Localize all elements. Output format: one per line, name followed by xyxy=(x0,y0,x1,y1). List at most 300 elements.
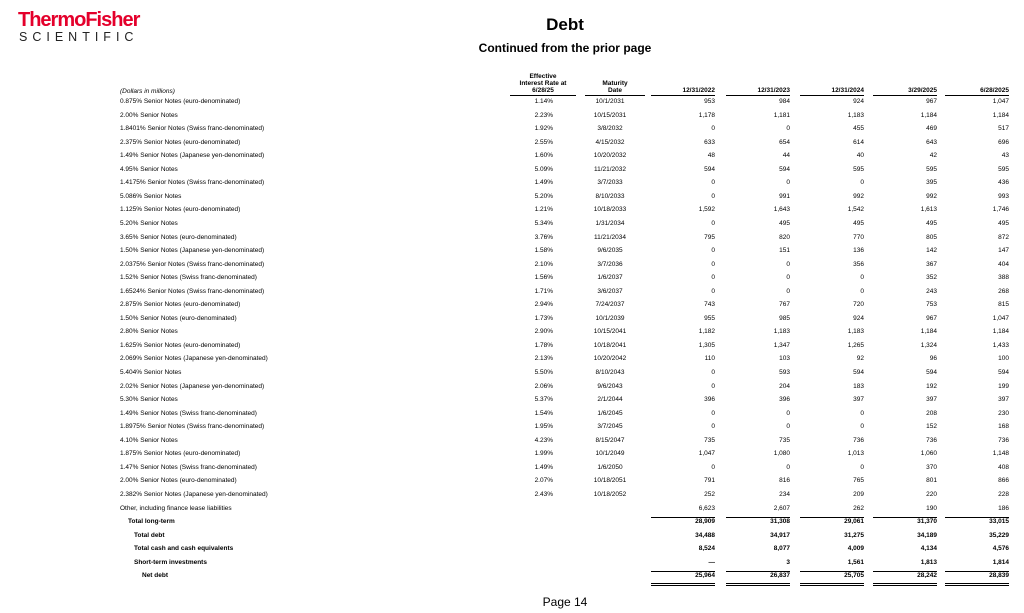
total-label: Net debt xyxy=(142,572,168,580)
total-label: Total long-term xyxy=(128,518,175,526)
row-maturity-date: 1/6/2045 xyxy=(597,409,623,417)
row-value: 495 xyxy=(853,219,864,227)
row-label: 2.00% Senior Notes (euro-denominated) xyxy=(120,477,237,485)
row-value: 1,265 xyxy=(847,341,864,349)
row-interest-rate: 2.94% xyxy=(534,301,553,309)
row-value: 1,184 xyxy=(920,111,937,119)
total-value: 8,524 xyxy=(698,545,715,553)
row-interest-rate: 2.06% xyxy=(534,382,553,390)
total-value: 34,488 xyxy=(695,531,715,539)
table-row xyxy=(0,245,1024,259)
row-value: 984 xyxy=(779,98,790,105)
row-value: 404 xyxy=(998,260,1009,268)
total-value: 25,964 xyxy=(695,572,715,580)
row-label: 3.65% Senior Notes (euro-denominated) xyxy=(120,233,237,241)
total-label: Total debt xyxy=(134,531,165,539)
row-value: 1,183 xyxy=(847,111,864,119)
net-debt-rule xyxy=(651,585,715,586)
row-value: 397 xyxy=(853,396,864,404)
total-value: 4,576 xyxy=(992,545,1009,553)
total-value: 31,275 xyxy=(844,531,864,539)
row-value: 397 xyxy=(998,396,1009,404)
total-value: 3 xyxy=(786,558,790,566)
row-maturity-date: 8/15/2047 xyxy=(595,436,625,444)
row-interest-rate: 1.92% xyxy=(534,125,553,133)
row-label: 2.375% Senior Notes (euro-denominated) xyxy=(120,138,241,146)
row-value: 455 xyxy=(853,125,864,133)
total-value: 26,837 xyxy=(770,572,790,580)
sum-rule xyxy=(726,517,790,518)
row-value: 1,305 xyxy=(698,341,715,349)
row-value: 0 xyxy=(711,192,715,200)
table-row xyxy=(0,299,1024,313)
header-rate-line: Interest Rate at xyxy=(519,80,567,87)
row-value: 791 xyxy=(704,477,715,485)
total-label: Short-term investments xyxy=(134,558,207,566)
row-value: 2,607 xyxy=(773,504,790,512)
row-value: 1,080 xyxy=(773,450,790,458)
table-row xyxy=(0,353,1024,367)
row-value: 1,324 xyxy=(920,341,937,349)
row-value: 0 xyxy=(786,287,790,295)
row-label: 5.404% Senior Notes xyxy=(120,369,182,376)
table-row xyxy=(0,191,1024,205)
row-value: 0 xyxy=(786,423,790,431)
row-interest-rate: 1.78% xyxy=(534,341,553,349)
row-value: 1,592 xyxy=(698,206,715,214)
row-value: 654 xyxy=(779,138,790,146)
row-value: 595 xyxy=(926,165,937,173)
total-value: 31,308 xyxy=(770,518,790,526)
row-value: 370 xyxy=(926,463,937,471)
row-maturity-date: 1/6/2050 xyxy=(597,463,623,471)
row-value: 1,347 xyxy=(773,341,790,349)
table-row xyxy=(0,177,1024,191)
row-label: 1.125% Senior Notes (euro-denominated) xyxy=(120,206,241,214)
row-value: 594 xyxy=(704,165,715,173)
row-value: 1,643 xyxy=(773,206,790,214)
total-row xyxy=(0,570,1024,584)
row-value: 1,148 xyxy=(992,450,1009,458)
row-value: 1,183 xyxy=(773,328,790,336)
row-label: 2.02% Senior Notes (Japanese yen-denominated) xyxy=(120,382,265,390)
header-period: 3/29/2025 xyxy=(873,87,937,96)
total-value: 4,009 xyxy=(847,545,864,553)
row-interest-rate: 1.49% xyxy=(534,179,553,187)
row-value: 720 xyxy=(853,301,864,309)
row-label: 1.49% Senior Notes (Japanese yen-denominated) xyxy=(120,152,265,160)
total-value: 33,015 xyxy=(989,518,1009,526)
row-value: 43 xyxy=(1001,152,1009,160)
row-value: 735 xyxy=(704,436,715,444)
row-value: 1,178 xyxy=(698,111,715,119)
row-value: 48 xyxy=(707,152,715,160)
table-row xyxy=(0,448,1024,462)
row-value: 0 xyxy=(711,179,715,187)
row-maturity-date: 3/6/2037 xyxy=(597,287,623,295)
row-interest-rate: 5.50% xyxy=(534,369,553,376)
row-interest-rate: 1.54% xyxy=(534,409,553,417)
row-value: 0 xyxy=(860,287,864,295)
row-value: 110 xyxy=(704,355,715,363)
row-maturity-date: 10/15/2041 xyxy=(593,328,627,336)
logo-subtitle: SCIENTIFIC xyxy=(19,30,139,44)
row-value: 743 xyxy=(704,301,715,309)
total-value: 34,189 xyxy=(917,531,937,539)
row-value: 495 xyxy=(926,219,937,227)
row-value: 388 xyxy=(998,274,1009,282)
row-label: 1.50% Senior Notes (euro-denominated) xyxy=(120,314,237,322)
row-label: 1.8975% Senior Notes (Swiss franc-denominated) xyxy=(120,423,265,431)
row-maturity-date: 1/31/2034 xyxy=(595,219,625,227)
row-label: 2.069% Senior Notes (Japanese yen-denominated) xyxy=(120,355,268,363)
row-value: 866 xyxy=(998,477,1009,485)
row-value: 0 xyxy=(860,423,864,431)
units-note: (Dollars in millions) xyxy=(120,88,175,95)
row-interest-rate: 1.49% xyxy=(534,463,553,471)
row-value: 1,184 xyxy=(992,111,1009,119)
row-interest-rate: 2.90% xyxy=(534,328,553,336)
row-value: 262 xyxy=(853,504,864,512)
row-value: 736 xyxy=(998,436,1009,444)
row-value: 736 xyxy=(926,436,937,444)
row-maturity-date: 8/10/2043 xyxy=(595,369,625,376)
row-value: 42 xyxy=(929,152,937,160)
row-value: 92 xyxy=(856,355,864,363)
row-value: 495 xyxy=(998,219,1009,227)
row-maturity-date: 10/1/2031 xyxy=(595,98,625,105)
row-value: 801 xyxy=(926,477,937,485)
table-row xyxy=(0,503,1024,517)
total-value: 34,917 xyxy=(770,531,790,539)
row-value: 252 xyxy=(704,490,715,498)
row-interest-rate: 1.21% xyxy=(534,206,553,214)
row-maturity-date: 10/18/2033 xyxy=(593,206,627,214)
row-value: 495 xyxy=(779,219,790,227)
row-value: 199 xyxy=(998,382,1009,390)
row-value: 992 xyxy=(853,192,864,200)
row-value: 1,184 xyxy=(920,328,937,336)
row-maturity-date: 3/8/2032 xyxy=(597,125,623,133)
row-value: 0 xyxy=(786,274,790,282)
row-value: 1,613 xyxy=(920,206,937,214)
row-interest-rate: 2.23% xyxy=(534,111,553,119)
sum-rule xyxy=(800,571,864,572)
sum-rule xyxy=(651,517,715,518)
row-value: 753 xyxy=(926,301,937,309)
table-row xyxy=(0,272,1024,286)
row-maturity-date: 3/7/2036 xyxy=(597,260,623,268)
row-value: 0 xyxy=(711,125,715,133)
row-label: 1.52% Senior Notes (Swiss franc-denominated) xyxy=(120,274,257,282)
table-row xyxy=(0,164,1024,178)
row-label: 1.4175% Senior Notes (Swiss franc-denominated) xyxy=(120,179,265,187)
row-value: 100 xyxy=(998,355,1009,363)
row-value: 1,181 xyxy=(773,111,790,119)
row-value: 136 xyxy=(853,247,864,255)
row-value: 469 xyxy=(926,125,937,133)
row-value: 0 xyxy=(711,287,715,295)
row-value: 183 xyxy=(853,382,864,390)
row-value: 1,047 xyxy=(992,314,1009,322)
row-value: 517 xyxy=(998,125,1009,133)
row-interest-rate: 1.95% xyxy=(534,423,553,431)
row-interest-rate: 1.60% xyxy=(534,152,553,160)
row-value: 0 xyxy=(786,463,790,471)
row-value: 795 xyxy=(704,233,715,241)
table-row xyxy=(0,340,1024,354)
row-value: 633 xyxy=(704,138,715,146)
row-value: 395 xyxy=(926,179,937,187)
table-row xyxy=(0,150,1024,164)
row-label: 1.49% Senior Notes (Swiss franc-denominated) xyxy=(120,409,257,417)
total-value: — xyxy=(708,558,715,566)
row-value: 0 xyxy=(711,247,715,255)
total-value: 8,077 xyxy=(773,545,790,553)
total-value: 4,134 xyxy=(920,545,937,553)
table-row xyxy=(0,259,1024,273)
row-value: 151 xyxy=(779,247,790,255)
row-value: 614 xyxy=(853,138,864,146)
row-value: 1,047 xyxy=(992,98,1009,105)
row-maturity-date: 10/18/2041 xyxy=(593,341,627,349)
total-value: 28,242 xyxy=(917,572,937,580)
row-interest-rate: 1.73% xyxy=(534,314,553,322)
row-value: 1,047 xyxy=(698,450,715,458)
row-value: 595 xyxy=(998,165,1009,173)
total-value: 25,705 xyxy=(844,572,864,580)
row-maturity-date: 10/1/2039 xyxy=(595,314,625,322)
total-value: 1,814 xyxy=(992,558,1009,566)
row-maturity-date: 9/6/2043 xyxy=(597,382,623,390)
table-row xyxy=(0,313,1024,327)
row-maturity-date: 10/1/2049 xyxy=(595,450,625,458)
row-value: 228 xyxy=(998,490,1009,498)
row-value: 243 xyxy=(926,287,937,295)
total-value: 1,561 xyxy=(847,558,864,566)
table-row xyxy=(0,96,1024,110)
row-value: 955 xyxy=(704,314,715,322)
row-maturity-date: 10/18/2052 xyxy=(593,490,627,498)
row-value: 593 xyxy=(779,369,790,376)
table-row xyxy=(0,123,1024,137)
row-interest-rate: 2.55% xyxy=(534,138,553,146)
row-value: 0 xyxy=(711,260,715,268)
total-value: 28,909 xyxy=(695,518,715,526)
row-maturity-date: 9/6/2035 xyxy=(597,247,623,255)
row-value: 0 xyxy=(786,409,790,417)
row-interest-rate: 1.58% xyxy=(534,247,553,255)
row-maturity-date: 10/20/2032 xyxy=(593,152,627,160)
row-value: 0 xyxy=(860,463,864,471)
net-debt-rule xyxy=(651,583,715,584)
row-label: 2.00% Senior Notes xyxy=(120,111,178,119)
header-period: 12/31/2024 xyxy=(800,87,864,96)
row-value: 0 xyxy=(711,382,715,390)
row-maturity-date: 4/15/2032 xyxy=(595,138,625,146)
row-value: 44 xyxy=(782,152,790,160)
row-value: 0 xyxy=(711,274,715,282)
row-value: 147 xyxy=(998,247,1009,255)
row-value: 953 xyxy=(704,98,715,105)
row-value: 594 xyxy=(998,369,1009,376)
row-value: 234 xyxy=(779,490,790,498)
table-row xyxy=(0,137,1024,151)
row-label: Other, including finance lease liabilities xyxy=(120,504,232,512)
row-label: 1.875% Senior Notes (euro-denominated) xyxy=(120,450,241,458)
row-maturity-date: 10/20/2042 xyxy=(593,355,627,363)
row-maturity-date: 3/7/2033 xyxy=(597,179,623,187)
row-value: 6,623 xyxy=(698,504,715,512)
row-label: 0.875% Senior Notes (euro-denominated) xyxy=(120,98,241,105)
row-maturity-date: 8/10/2033 xyxy=(595,192,625,200)
row-interest-rate: 5.09% xyxy=(534,165,553,173)
table-row xyxy=(0,204,1024,218)
row-value: 204 xyxy=(779,382,790,390)
table-row xyxy=(0,489,1024,503)
row-value: 765 xyxy=(853,477,864,485)
row-maturity-date: 3/7/2045 xyxy=(597,423,623,431)
row-value: 992 xyxy=(926,192,937,200)
net-debt-rule xyxy=(945,583,1009,584)
row-value: 168 xyxy=(998,423,1009,431)
row-value: 0 xyxy=(711,369,715,376)
row-value: 736 xyxy=(853,436,864,444)
sum-rule xyxy=(873,517,937,518)
row-value: 696 xyxy=(998,138,1009,146)
row-value: 352 xyxy=(926,274,937,282)
row-value: 594 xyxy=(853,369,864,376)
net-debt-rule xyxy=(726,583,790,584)
row-value: 0 xyxy=(711,219,715,227)
total-label: Total cash and cash equivalents xyxy=(134,545,234,553)
total-row xyxy=(0,557,1024,571)
row-label: 5.20% Senior Notes xyxy=(120,219,178,227)
row-interest-rate: 1.56% xyxy=(534,274,553,282)
net-debt-rule xyxy=(800,585,864,586)
row-value: 367 xyxy=(926,260,937,268)
row-interest-rate: 5.34% xyxy=(534,219,553,227)
row-value: 0 xyxy=(711,423,715,431)
row-value: 872 xyxy=(998,233,1009,241)
sum-rule xyxy=(726,571,790,572)
sum-rule xyxy=(651,571,715,572)
row-interest-rate: 2.07% xyxy=(534,477,553,485)
row-value: 397 xyxy=(926,396,937,404)
header-rate-line: 6/28/25 xyxy=(532,87,554,94)
table-row xyxy=(0,218,1024,232)
row-label: 2.80% Senior Notes xyxy=(120,328,178,336)
row-value: 208 xyxy=(926,409,937,417)
row-value: 268 xyxy=(998,287,1009,295)
row-label: 2.0375% Senior Notes (Swiss franc-denominated) xyxy=(120,260,265,268)
row-value: 1,184 xyxy=(992,328,1009,336)
row-interest-rate: 2.43% xyxy=(534,490,553,498)
sum-rule xyxy=(873,571,937,572)
row-value: 594 xyxy=(926,369,937,376)
row-maturity-date: 10/15/2031 xyxy=(593,111,627,119)
row-label: 4.95% Senior Notes xyxy=(120,165,178,173)
row-interest-rate: 3.76% xyxy=(534,233,553,241)
row-value: 767 xyxy=(779,301,790,309)
header-period: 6/28/2025 xyxy=(945,87,1009,96)
row-interest-rate: 5.20% xyxy=(534,192,553,200)
row-label: 1.6524% Senior Notes (Swiss franc-denominated) xyxy=(120,287,265,295)
row-label: 1.625% Senior Notes (euro-denominated) xyxy=(120,341,241,349)
row-value: 190 xyxy=(926,504,937,512)
row-value: 0 xyxy=(711,409,715,417)
table-row xyxy=(0,408,1024,422)
header-interest-rate xyxy=(510,73,576,96)
row-value: 0 xyxy=(786,260,790,268)
logo-wordmark: ThermoFisher xyxy=(18,9,140,31)
row-maturity-date: 7/24/2037 xyxy=(595,301,625,309)
row-value: 967 xyxy=(926,98,937,105)
row-value: 594 xyxy=(779,165,790,173)
sum-rule xyxy=(945,517,1009,518)
net-debt-rule xyxy=(800,583,864,584)
table-row xyxy=(0,475,1024,489)
header-rate-line: Effective xyxy=(529,73,557,80)
header-period: 12/31/2023 xyxy=(726,87,790,96)
row-value: 152 xyxy=(926,423,937,431)
row-maturity-date: 11/21/2032 xyxy=(593,165,627,173)
total-value: 35,229 xyxy=(989,531,1009,539)
header-period: 12/31/2022 xyxy=(651,87,715,96)
row-value: 924 xyxy=(853,98,864,105)
net-debt-rule xyxy=(726,585,790,586)
row-value: 408 xyxy=(998,463,1009,471)
row-label: 1.47% Senior Notes (Swiss franc-denominated) xyxy=(120,463,257,471)
row-value: 0 xyxy=(860,274,864,282)
row-label: 4.10% Senior Notes xyxy=(120,436,178,444)
row-value: 991 xyxy=(779,192,790,200)
row-value: 230 xyxy=(998,409,1009,417)
row-value: 595 xyxy=(853,165,864,173)
table-row xyxy=(0,421,1024,435)
row-value: 0 xyxy=(711,463,715,471)
row-value: 40 xyxy=(856,152,864,160)
row-label: 2.382% Senior Notes (Japanese yen-denominated) xyxy=(120,490,268,498)
row-value: 643 xyxy=(926,138,937,146)
row-value: 924 xyxy=(853,314,864,322)
row-interest-rate: 2.13% xyxy=(534,355,553,363)
total-value: 1,813 xyxy=(920,558,937,566)
row-value: 396 xyxy=(779,396,790,404)
row-value: 192 xyxy=(926,382,937,390)
row-value: 967 xyxy=(926,314,937,322)
row-value: 820 xyxy=(779,233,790,241)
page-number: Page 14 xyxy=(542,595,588,609)
table-row xyxy=(0,394,1024,408)
row-value: 1,183 xyxy=(847,328,864,336)
row-label: 5.086% Senior Notes xyxy=(120,192,182,200)
row-value: 805 xyxy=(926,233,937,241)
table-row xyxy=(0,435,1024,449)
row-maturity-date: 10/18/2051 xyxy=(593,477,627,485)
row-label: 5.30% Senior Notes xyxy=(120,396,178,404)
row-value: 1,182 xyxy=(698,328,715,336)
row-value: 1,060 xyxy=(920,450,937,458)
sum-rule xyxy=(945,571,1009,572)
row-value: 142 xyxy=(926,247,937,255)
total-row xyxy=(0,543,1024,557)
page-subtitle: Continued from the prior page xyxy=(478,41,652,55)
net-debt-rule xyxy=(945,585,1009,586)
row-value: 96 xyxy=(929,355,937,363)
row-value: 816 xyxy=(779,477,790,485)
row-maturity-date: 1/6/2037 xyxy=(597,274,623,282)
